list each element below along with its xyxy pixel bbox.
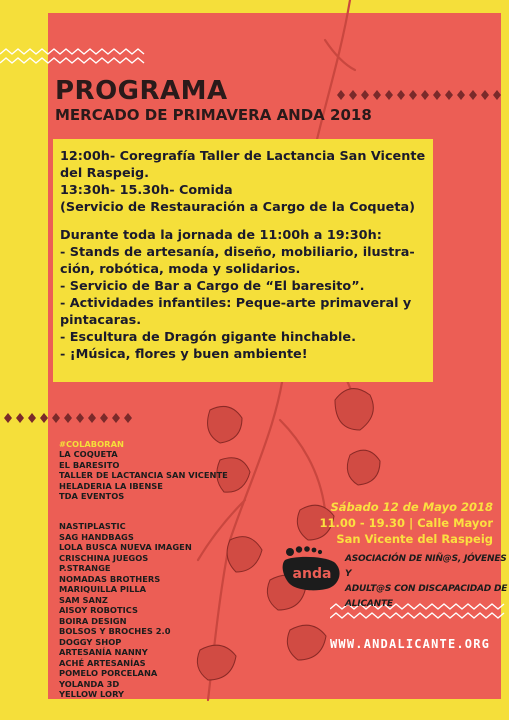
website-link[interactable]: WWW.ANDALICANTE.ORG (330, 637, 491, 651)
event-date: Sábado 12 de Mayo 2018 (330, 500, 493, 514)
sponsor-item: DOGGY SHOP (59, 636, 122, 647)
header (55, 77, 372, 124)
colaborador-item: TDA EVENTOS (59, 491, 125, 502)
sponsor-item: P.STRANGE (59, 563, 111, 573)
org-name (345, 552, 509, 612)
sponsor-item: ACHÉ ARTESANÍAS (59, 657, 146, 668)
sponsor-item: BOLSOS Y BROCHES 2.0 (59, 626, 171, 636)
program-line: (Servicio de Restauración a Cargo de la Coqueta) (60, 200, 415, 215)
program-text (60, 148, 430, 363)
sponsor-item: MARIQUILLA PILLA (59, 584, 147, 594)
event-info (319, 499, 493, 547)
sponsor-item: YELLOW LORY (59, 689, 125, 699)
sponsor-item: BOIRA DESIGN (59, 615, 127, 626)
page-title: PROGRAMA (55, 76, 228, 106)
program-line: 13:30h- 15.30h- Comida (60, 183, 233, 198)
program-line: - Stands de artesanía, diseño, mobiliario, ilustra- (60, 245, 415, 260)
sponsor-item: SAG HANDBAGS (59, 531, 134, 542)
colaborador-item: TALLER DE LACTANCIA SAN VICENTE (59, 470, 228, 481)
sponsor-item: ARTESANÍA NANNY (59, 647, 148, 657)
program-line: del Raspeig. (60, 166, 150, 181)
sponsor-item: SAM SANZ (59, 594, 108, 605)
colaboran-heading: #COLABORAN (59, 439, 124, 449)
colaborador-item: LA COQUETA (59, 449, 118, 460)
program-line: 12:00h- Coregrafía Taller de Lactancia San Vicente (60, 149, 426, 164)
anda-logo (282, 546, 346, 592)
sponsor-item: YOLANDA 3D (59, 678, 120, 689)
sponsor-list (59, 521, 192, 700)
program-line: Durante toda la jornada de 11:00h a 19:30h: (60, 228, 382, 243)
sponsor-item: LOLA BUSCA NUEVA IMAGEN (59, 542, 192, 552)
colaborador-item: HELADERIA LA IBENSE (59, 480, 163, 491)
event-time-place: 11.00 - 19.30 | Calle Mayor (319, 516, 493, 530)
zigzag-decoration-top (0, 48, 150, 70)
sponsor-item: CRISCHINA JUEGOS (59, 552, 149, 563)
spacer (60, 216, 430, 227)
org-name-line: ASOCIACIÓN DE NIÑ@S, JÓVENES Y (345, 554, 507, 579)
program-line: - Escultura de Dragón gigante hinchable. (60, 330, 356, 345)
program-line: - Actividades infantiles: Peque-arte primaveral y (60, 296, 412, 311)
page-subtitle: MERCADO DE PRIMAVERA ANDA 2018 (55, 106, 372, 124)
colaboran-list (59, 439, 228, 501)
program-line: pintacaras. (60, 313, 142, 328)
sponsor-item: AISOY ROBOTICS (59, 605, 138, 615)
anda-logo-text: anda (292, 566, 332, 582)
event-town: San Vicente del Raspeig (336, 532, 493, 546)
sponsor-item: NASTIPLASTIC (59, 521, 126, 531)
diamond-row-left (0, 411, 140, 425)
program-line: - ¡Música, flores y buen ambiente! (60, 347, 308, 362)
colaborador-item: EL BARESITO (59, 459, 120, 470)
program-line: ción, robótica, moda y solidarios. (60, 262, 301, 277)
sponsor-item: POMELO PORCELANA (59, 668, 158, 678)
program-line: - Servicio de Bar a Cargo de “El baresito”. (60, 279, 365, 294)
org-name-line: ADULT@S CON DISCAPACIDAD DE ALICANTE (345, 584, 508, 609)
sponsor-item: NOMADAS BROTHERS (59, 573, 161, 584)
